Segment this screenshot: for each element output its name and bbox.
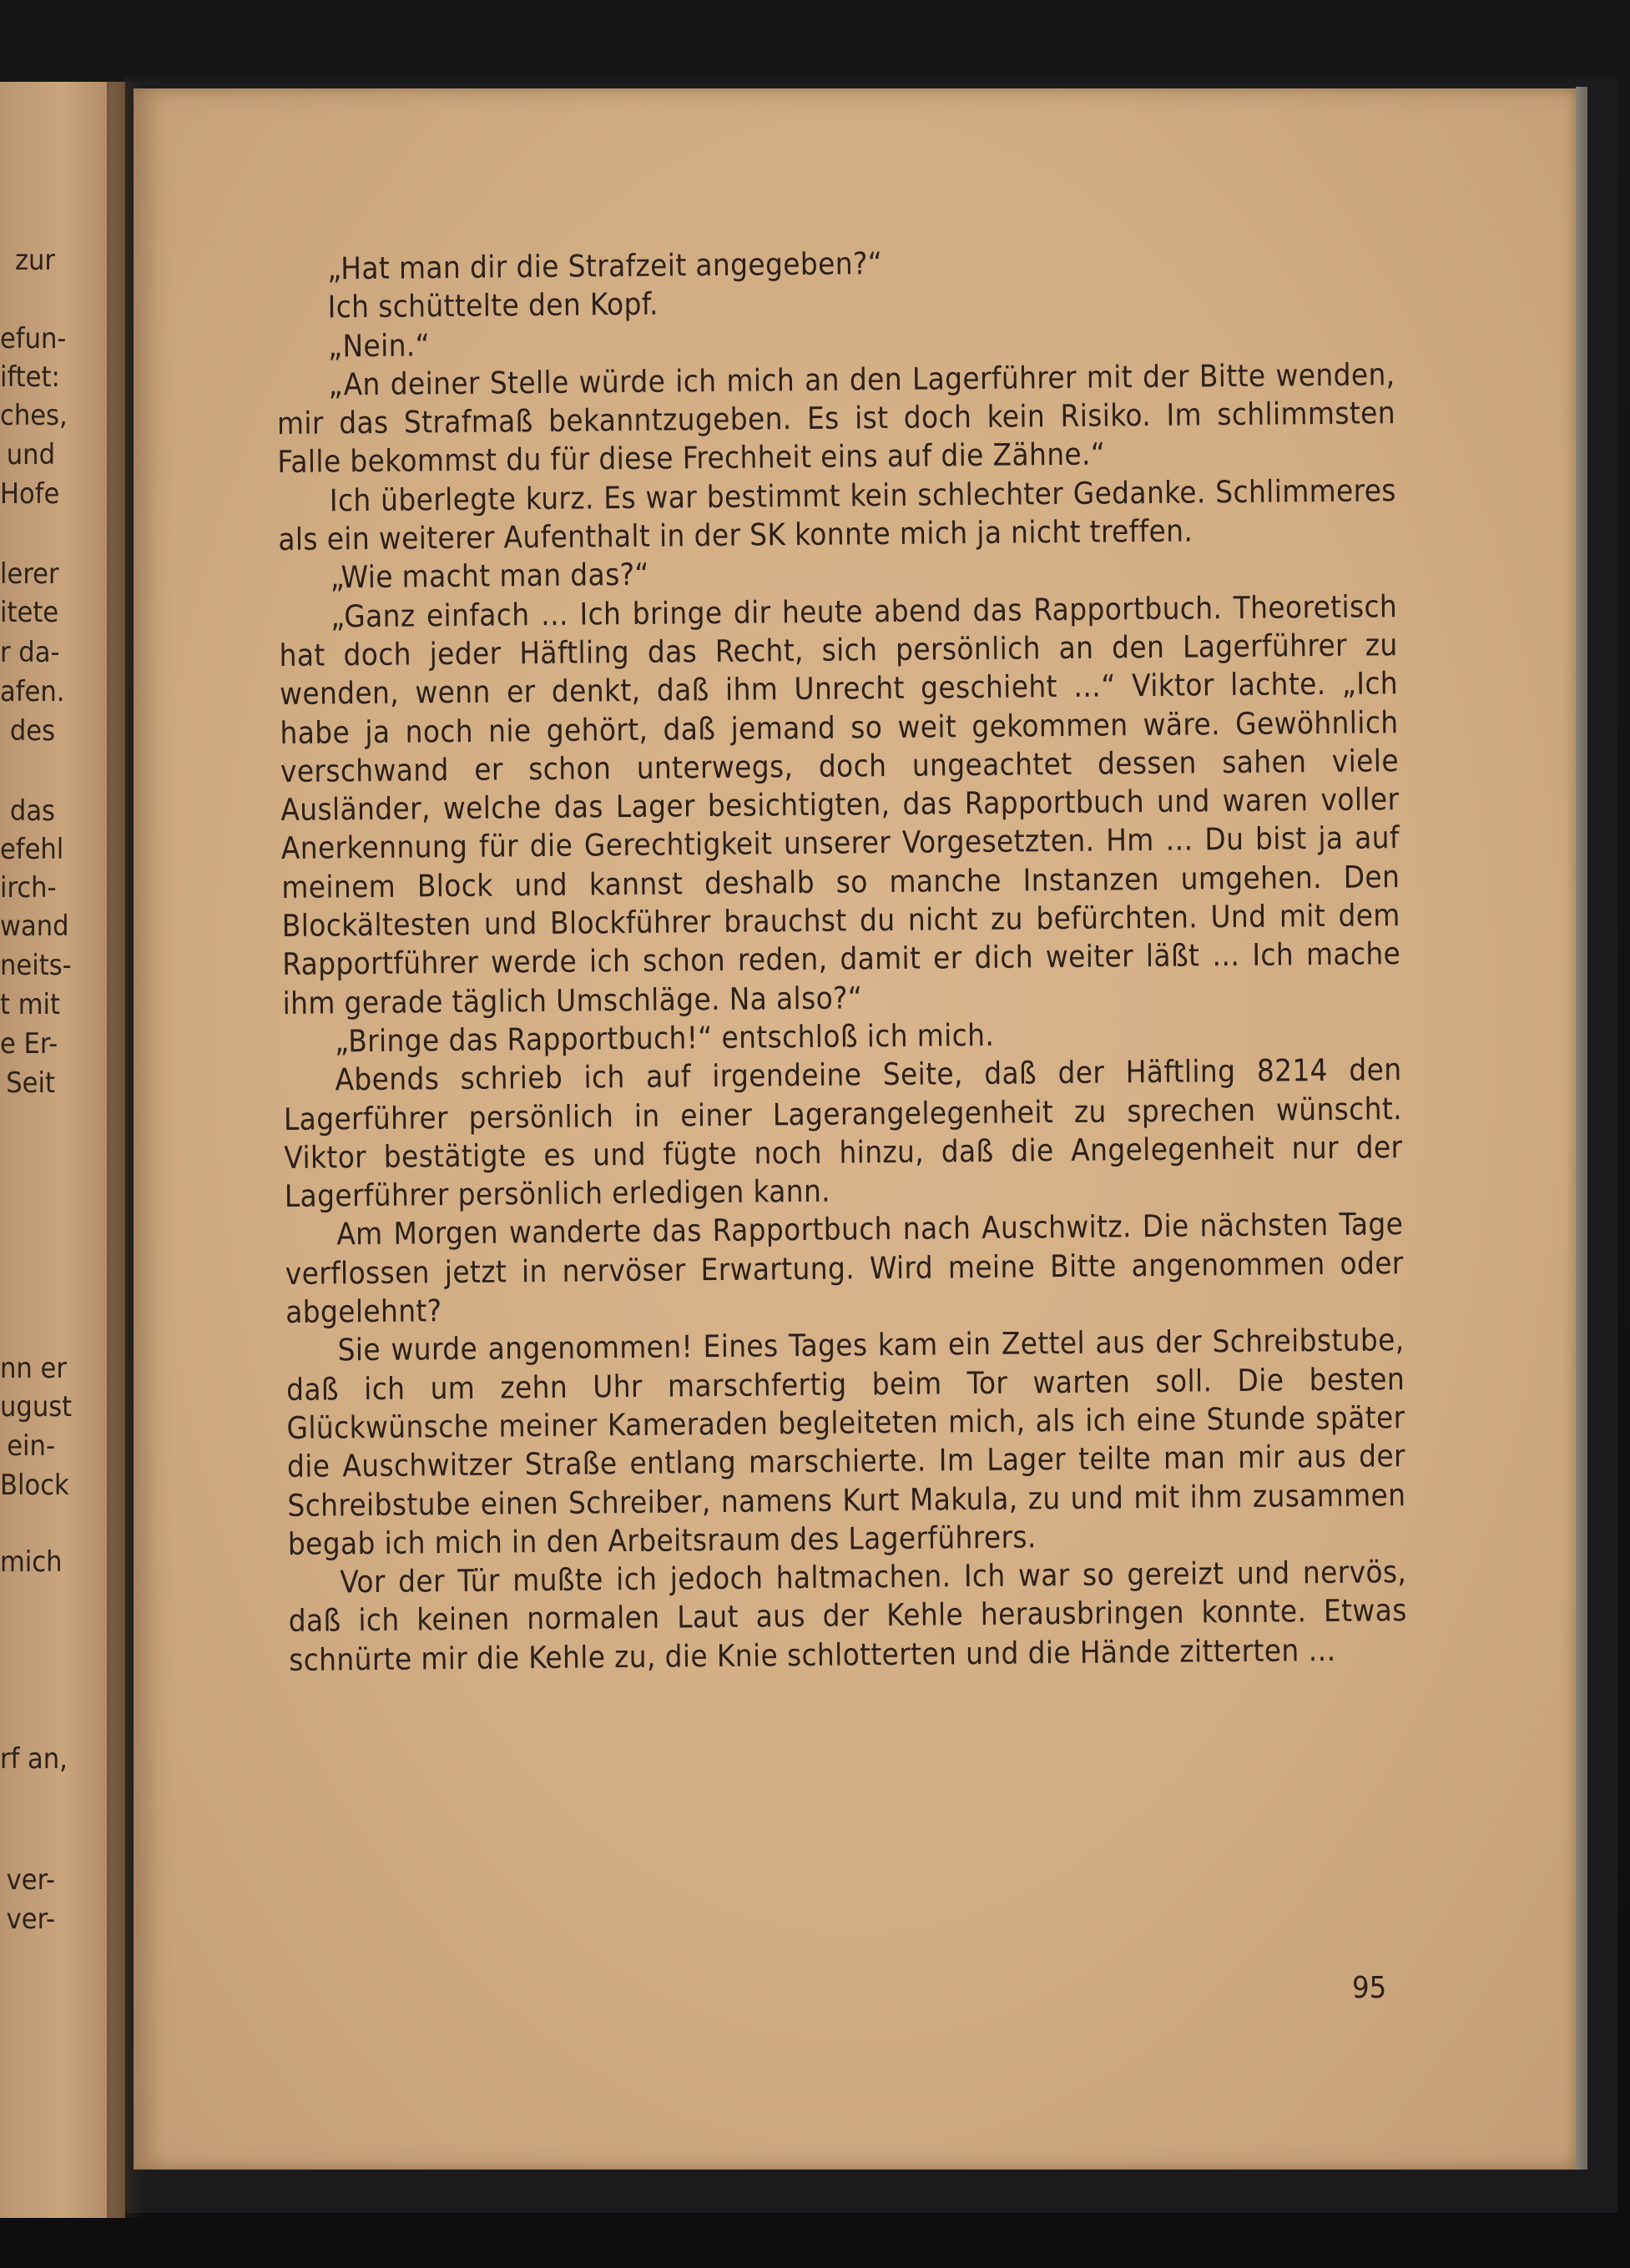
left-page-fragment: iftet: [0,360,60,394]
left-page-fragment: zur [14,244,55,277]
page-edge-strip [1576,87,1587,2170]
left-page-fragment: Block [0,1469,69,1502]
left-page-fragment: lerer [0,557,59,591]
left-page-fragment: rf an, [0,1742,68,1776]
paragraph: „Ganz einfach … Ich bringe dir heute abend das Rapportbuch. Theoretisch hat doch jeder Häftling das Recht, sich persönlich an den Lagerführer zu wenden, wenn er denkt, daß ihm Unrecht geschieht …“ Viktor lachte. „Ich habe ja noch nie gehört, daß jemand so weit gekommen wäre. Gewöhnlich verschwand er schon unterwegs, doch ungeachtet dessen sahen viele Ausländer, welche das Lager besichtigten, das Rapportbuch und waren voller Anerkennung für die Gerechtigkeit unserer Vorgesetzten. Hm … Du bist ja auf meinem Block und kannst deshalb so manche Instanzen umgehen. Den Blockältesten und Blockführer brauchst du nicht zu befürchten. Und mit dem Rapportführer werde ich schon reden, damit er dich weiter läßt … Ich mache ihm gerade täglich Umschläge. Na also?“ [279,587,1401,1021]
left-page-fragment: irch- [0,871,57,905]
left-page-fragment: ver- [6,1903,55,1936]
left-page-fragment: und [6,438,55,471]
left-page-fragment: efun- [0,322,67,355]
left-page-fragment: r da- [0,636,60,669]
left-page-fragment: das [9,794,55,828]
paragraph: Abends schrieb ich auf irgendeine Seite, daß der Häftling 8214 den Lagerführer persönlich in einer Lagerangelegenheit zu sprechen wünscht. Viktor bestätigte es und fügte noch hinzu, daß die Angelegenheit nur der Lagerführer persönlich erledigen kann. [283,1051,1403,1215]
left-page-fragment: e Er- [0,1027,58,1061]
left-page-fragment: des [9,714,55,748]
left-page-fragment: ver- [6,1863,55,1897]
paragraph: „An deiner Stelle würde ich mich an den Lagerführer mit der Bitte wenden, mir das Strafmaß bekanntzugeben. Es ist doch kein Risiko. Im schlimmsten Falle bekommst du für diese Frechheit eins auf die Zähne.“ [276,356,1396,481]
paragraph: Sie wurde angenommen! Eines Tages kam ein Zettel aus der Schreibstube, daß ich um zehn Uhr marschfertig beim Tor warten soll. Die besten Glückwünsche meiner Kameraden begleiteten mich, als ich eine Stunde später die Auschwitzer Straße entlang marschierte. Im Lager teilte man mir aus der Schreibstube einen Schreiber, namens Kurt Makula, zu und mit ihm zusammen begab ich mich in den Arbeitsraum des Lagerführers. [285,1322,1406,1562]
left-page-fragment: ugust [0,1390,73,1424]
left-page-fragment: efehl [0,833,64,866]
paragraph: „Wie macht man das?“ [330,557,650,596]
paragraph: „Nein.“ [327,326,431,364]
left-page-fragment: itete [0,596,59,629]
left-page-fragment: ein- [7,1429,55,1463]
paragraph: Am Morgen wanderte das Rapportbuch nach Auschwitz. Die nächsten Tage verflossen jetzt in nervöser Erwartung. Wird meine Bitte angenommen oder abgelehnt? [285,1206,1404,1330]
left-page-fragment: neits- [0,949,72,982]
paragraph: Ich schüttelte den Kopf. [327,285,659,325]
page-number: 95 [1352,1971,1387,2005]
left-page-fragment: nn er [0,1352,67,1385]
left-page-fragment: wand [0,910,69,943]
left-page-fragment: mich [0,1545,63,1579]
left-page-fragment: Seit [6,1066,55,1100]
left-page-fragment: t mit [0,988,60,1021]
paragraph: Ich überlegte kurz. Es war bestimmt kein schlechter Gedanke. Schlimmeres als ein weiterer Aufenthalt in der SK konnte mich ja nicht treffen. [278,471,1397,558]
page-text-body [275,239,1407,1680]
paragraph: „Bringe das Rapportbuch!“ entschloß ich mich. [334,1016,995,1060]
left-page-fragment: Hofe [0,477,60,511]
paragraph: Vor der Tür mußte ich jedoch haltmachen. Ich war so gereizt und nervös, daß ich keinen normalen Laut aus der Kehle herausbringen konnte. Etwas schnürte mir die Kehle zu, die Knie schlotterten und die Hände zitterten … [288,1554,1407,1678]
left-page-fragment: ches, [0,399,68,432]
paragraph: „Hat man dir die Strafzeit angegeben?“ [327,245,883,287]
left-page-fragment: afen. [0,675,65,708]
